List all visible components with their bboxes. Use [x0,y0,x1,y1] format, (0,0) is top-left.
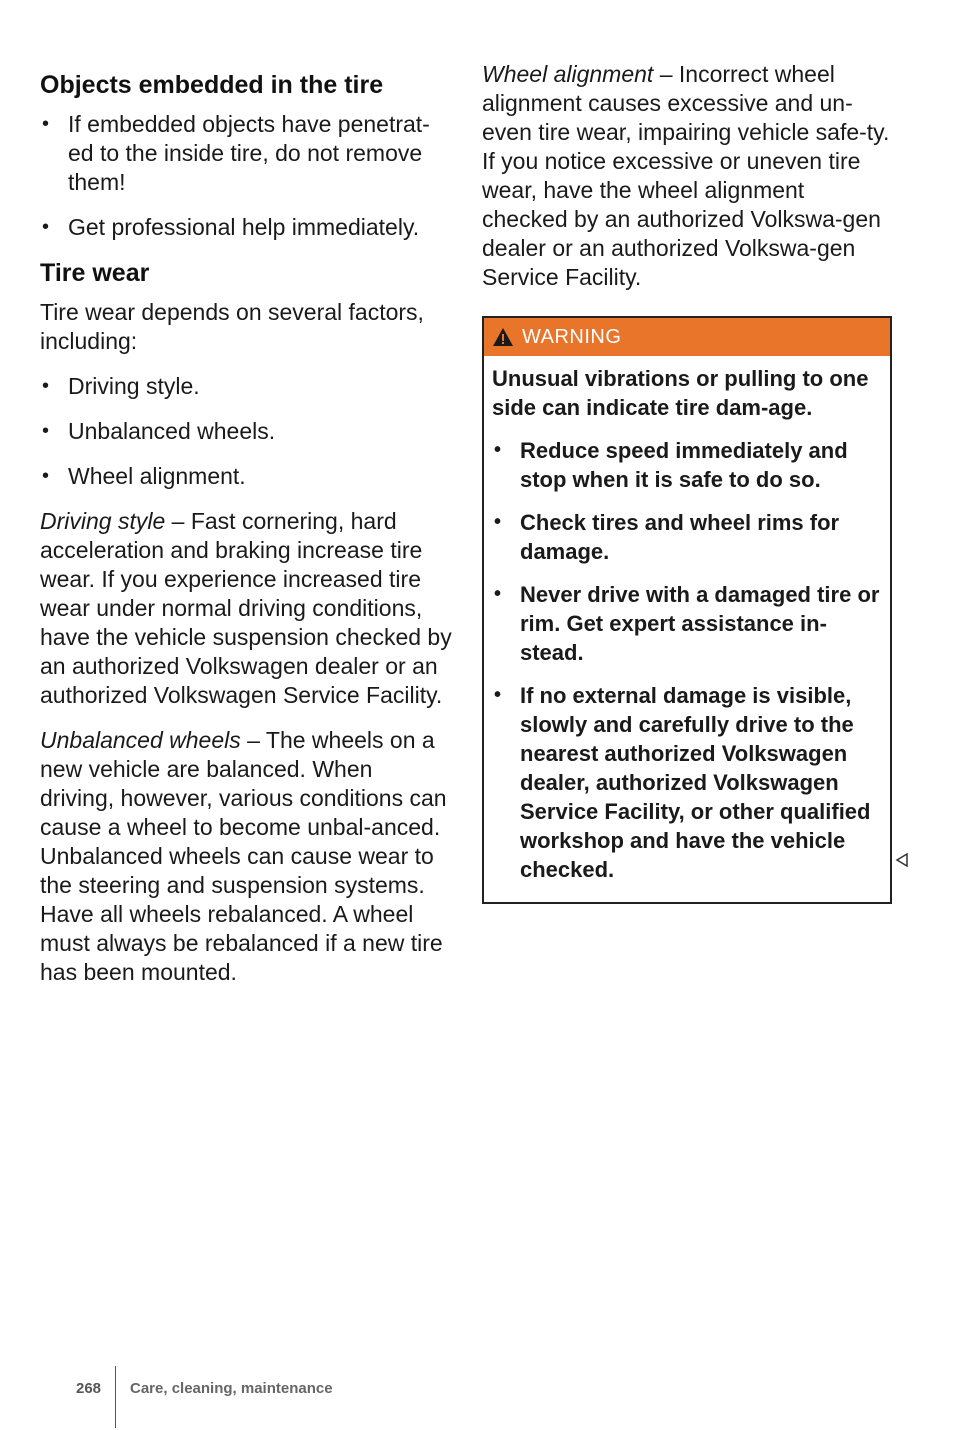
section-name: Care, cleaning, maintenance [130,1380,333,1397]
text-driving-style: – Fast cornering, hard acceleration and braking increase tire wear. If you experience increased tire wear under normal driving conditions, have the vehicle suspension checked by an authorized Volkswagen dealer or an authorized Volkswagen Service Facility. [40,508,452,708]
list-item: • Unbalanced wheels. [40,417,452,446]
list-item: • Driving style. [40,372,452,401]
page-number: 268 [76,1380,102,1397]
end-of-section-icon [895,853,909,867]
heading-objects-embedded: Objects embedded in the tire [40,71,384,99]
paragraph-driving-style [40,507,452,710]
warning-item: • Never drive with a damaged tire or rim. Get expert assistance in-stead. [492,580,880,667]
right-column [482,60,892,308]
warning-triangle-icon [492,327,514,347]
footer-divider [115,1366,116,1428]
list-item: • Get professional help immediately. [40,213,452,242]
warning-item: • Reduce speed immediately and stop when it is safe to do so. [492,436,880,494]
heading-tire-wear: Tire wear [40,259,150,287]
warning-item: • Check tires and wheel rims for damage. [492,508,880,566]
paragraph-wheel-alignment [482,60,892,292]
text-unbalanced-wheels: – The wheels on a new vehicle are balanced. When driving, however, various conditions can cause a wheel to become unbal-anced. Unbalanced wheels can cause wear to the steering and suspension systems. Have all wheels rebalanced. A wheel must always be rebalanced if a new tire has been mounted. [40,727,447,985]
warning-box [482,316,892,904]
paragraph-wear-intro: Tire wear depends on several factors, including: [40,299,424,354]
left-column [40,60,452,1003]
term-driving-style: Driving style [40,508,166,534]
warning-header [484,318,890,356]
page-footer [0,1380,960,1430]
paragraph-unbalanced-wheels [40,726,452,987]
term-unbalanced-wheels: Unbalanced wheels [40,727,241,753]
term-wheel-alignment: Wheel alignment [482,61,654,87]
text-wheel-alignment: – Incorrect wheel alignment causes excessive and un-even tire wear, impairing vehicle safe-ty. If you notice excessive or uneven tire wear, have the wheel alignment checked by an authorized Volkswa-gen dealer or an authorized Volkswa-gen Service Facility. [482,61,890,290]
warning-title: WARNING [522,325,622,348]
warning-item: • If no external damage is visible, slowly and carefully drive to the nearest authorized Volkswagen dealer, authorized Volkswagen Service Facility, or other qualified workshop and have the vehicle checked. [492,681,880,884]
warning-intro: Unusual vibrations or pulling to one side can indicate tire dam-age. [492,366,869,420]
warning-body [484,356,890,902]
list-item: • If embedded objects have penetrat-ed to the inside tire, do not remove them! [40,110,452,197]
list-item: • Wheel alignment. [40,462,452,491]
